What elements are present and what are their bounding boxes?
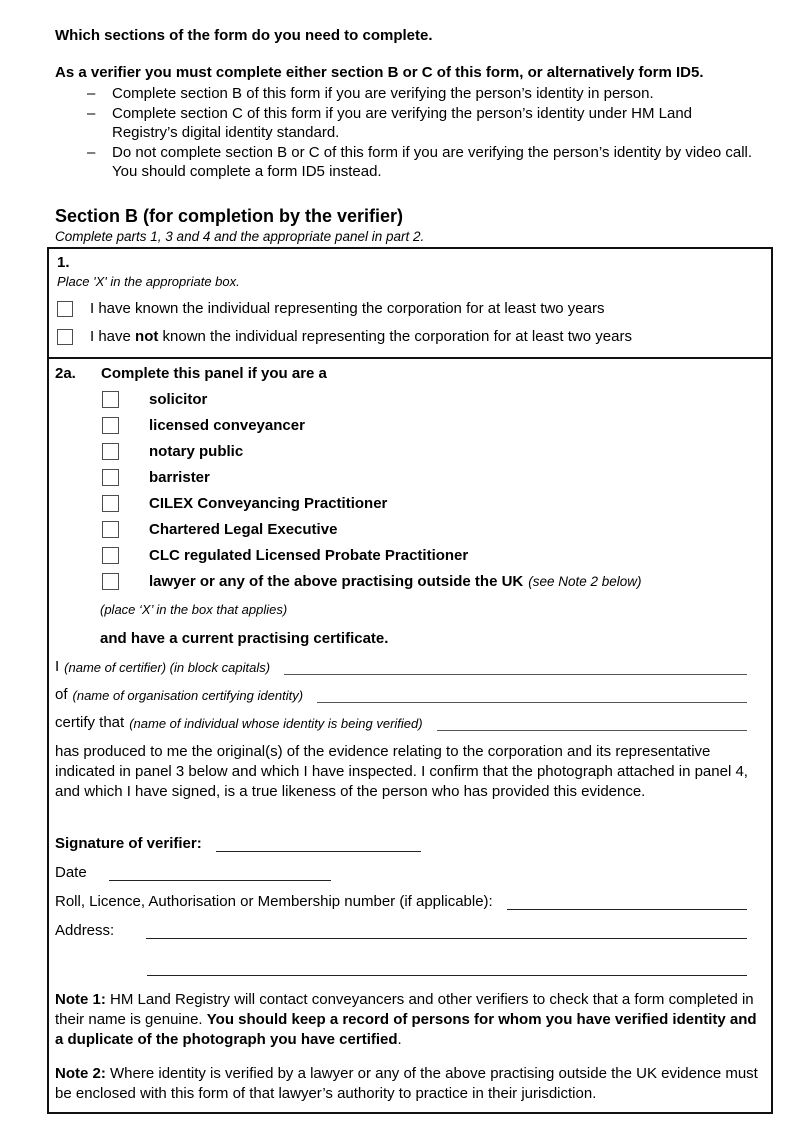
bullet-item: – Do not complete section B or C of this form if you are verifying the person’s identity by video call. You should complete a form ID5 instead.	[112, 143, 760, 181]
section-b-box	[47, 247, 773, 1114]
role-row-notary-public	[102, 443, 759, 460]
note-2: Note 2: Where identity is verified by a lawyer or any of the above practising outside the UK evidence must be enclosed with this form of that lawyer’s authority to practice in their jurisdiction.	[55, 1065, 758, 1102]
role-label: Chartered Legal Executive	[149, 521, 338, 538]
option-label: I have not known the individual representing the corporation for at least two years	[90, 328, 632, 345]
part1-instruction: Place 'X' in the appropriate box.	[57, 274, 240, 289]
certify-hint: (name of individual whose identity is being verified)	[129, 716, 423, 731]
practising-certificate-text: and have a current practising certificate.	[100, 630, 389, 647]
note-1: Note 1: HM Land Registry will contact conveyancers and other verifiers to check that a form completed in their name is genuine. You should keep a record of persons for whom you have verified identity and a duplicate of the photograph you have certified.	[55, 991, 757, 1048]
address-row	[55, 922, 759, 939]
option-label: I have known the individual representing the corporation for at least two years	[90, 300, 605, 317]
bullet-item: – Complete section C of this form if you are verifying the person’s identity under HM Land Registry’s digital identity standard.	[112, 104, 760, 142]
role-label: barrister	[149, 469, 210, 486]
checkbox-chartered-legal-executive[interactable]	[102, 521, 119, 538]
field-address-line-2[interactable]	[147, 961, 747, 976]
part2a-panel	[49, 359, 771, 1112]
checkbox-not-known-two-years[interactable]	[57, 329, 73, 345]
note-2-label: Note 2:	[55, 1065, 106, 1082]
role-label: CLC regulated Licensed Probate Practitioner	[149, 547, 469, 564]
certifier-prefix: I	[55, 658, 60, 675]
verification-statement: has produced to me the original(s) of the evidence relating to the corporation and its representative indicated in panel 3 below and which I have inspected. I confirm that the photograph attached in panel 4, and which I have signed, is a true likeness of the person who has provided this evidence.	[55, 743, 748, 800]
field-roll-number-line[interactable]	[507, 895, 747, 910]
intro-heading: Which sections of the form do you need to complete.	[55, 27, 433, 44]
field-date-line[interactable]	[109, 866, 331, 881]
field-organisation-line[interactable]	[317, 688, 747, 703]
checkbox-notary-public[interactable]	[102, 443, 119, 460]
role-row-cilex-practitioner	[102, 495, 759, 512]
checkbox-clc-probate-practitioner[interactable]	[102, 547, 119, 564]
roll-number-row	[55, 893, 759, 910]
role-label: solicitor	[149, 391, 208, 408]
note-1-label: Note 1:	[55, 991, 106, 1008]
role-label: licensed conveyancer	[149, 417, 305, 434]
date-row	[55, 864, 759, 881]
checkbox-solicitor[interactable]	[102, 391, 119, 408]
part2a-header	[55, 365, 759, 382]
part1-panel	[49, 249, 771, 359]
certifier-hint: (name of certifier) (in block capitals)	[64, 660, 271, 675]
signature-label: Signature of verifier:	[55, 835, 202, 852]
field-individual-name-line[interactable]	[437, 716, 747, 731]
section-b-subtitle: Complete parts 1, 3 and 4 and the appropriate panel in part 2.	[55, 229, 425, 244]
role-label: notary public	[149, 443, 244, 460]
checkbox-licensed-conveyancer[interactable]	[102, 417, 119, 434]
certifier-name-row	[55, 658, 759, 675]
role-row-licensed-conveyancer	[102, 417, 759, 434]
part2a-heading: Complete this panel if you are a	[101, 365, 327, 382]
checkbox-known-two-years[interactable]	[57, 301, 73, 317]
role-row-solicitor	[102, 391, 759, 408]
signature-block	[55, 835, 759, 976]
signature-row	[55, 835, 759, 852]
option-row-known	[57, 300, 757, 317]
field-address-line-1[interactable]	[146, 924, 747, 939]
bullet-item: – Complete section B of this form if you are verifying the person’s identity in person.	[112, 84, 760, 103]
section-b-title: Section B (for completion by the verifier)	[55, 206, 404, 226]
checkbox-cilex-practitioner[interactable]	[102, 495, 119, 512]
role-row-clc-probate-practitioner	[102, 547, 759, 564]
checkbox-barrister[interactable]	[102, 469, 119, 486]
option-row-not-known	[57, 328, 757, 345]
field-certifier-name-line[interactable]	[284, 660, 747, 675]
part2a-number: 2a.	[55, 365, 76, 382]
role-label: CILEX Conveyancing Practitioner	[149, 495, 388, 512]
role-row-chartered-legal-executive	[102, 521, 759, 538]
lawyer-note: (see Note 2 below)	[528, 574, 642, 589]
certify-that-row	[55, 714, 759, 731]
field-signature-line[interactable]	[216, 837, 421, 852]
organisation-prefix: of	[55, 686, 68, 703]
intro-section	[55, 26, 760, 181]
role-row-barrister	[102, 469, 759, 486]
organisation-hint: (name of organisation certifying identity)	[72, 688, 304, 703]
role-label: lawyer or any of the above practising outside the UK (see Note 2 below)	[149, 573, 642, 590]
intro-bullet-list	[55, 84, 760, 181]
role-row-lawyer-outside-uk	[102, 573, 759, 590]
certify-prefix: certify that	[55, 714, 125, 731]
intro-subheading: As a verifier you must complete either section B or C of this form, or alternatively form ID5.	[55, 64, 704, 81]
organisation-row	[55, 686, 759, 703]
address-label: Address:	[55, 922, 115, 939]
part1-number: 1.	[57, 254, 70, 271]
roll-number-label: Roll, Licence, Authorisation or Membership number (if applicable):	[55, 893, 493, 910]
checkbox-lawyer-outside-uk[interactable]	[102, 573, 119, 590]
place-x-instruction: (place ‘X’ in the box that applies)	[100, 602, 288, 617]
date-label: Date	[55, 864, 87, 881]
